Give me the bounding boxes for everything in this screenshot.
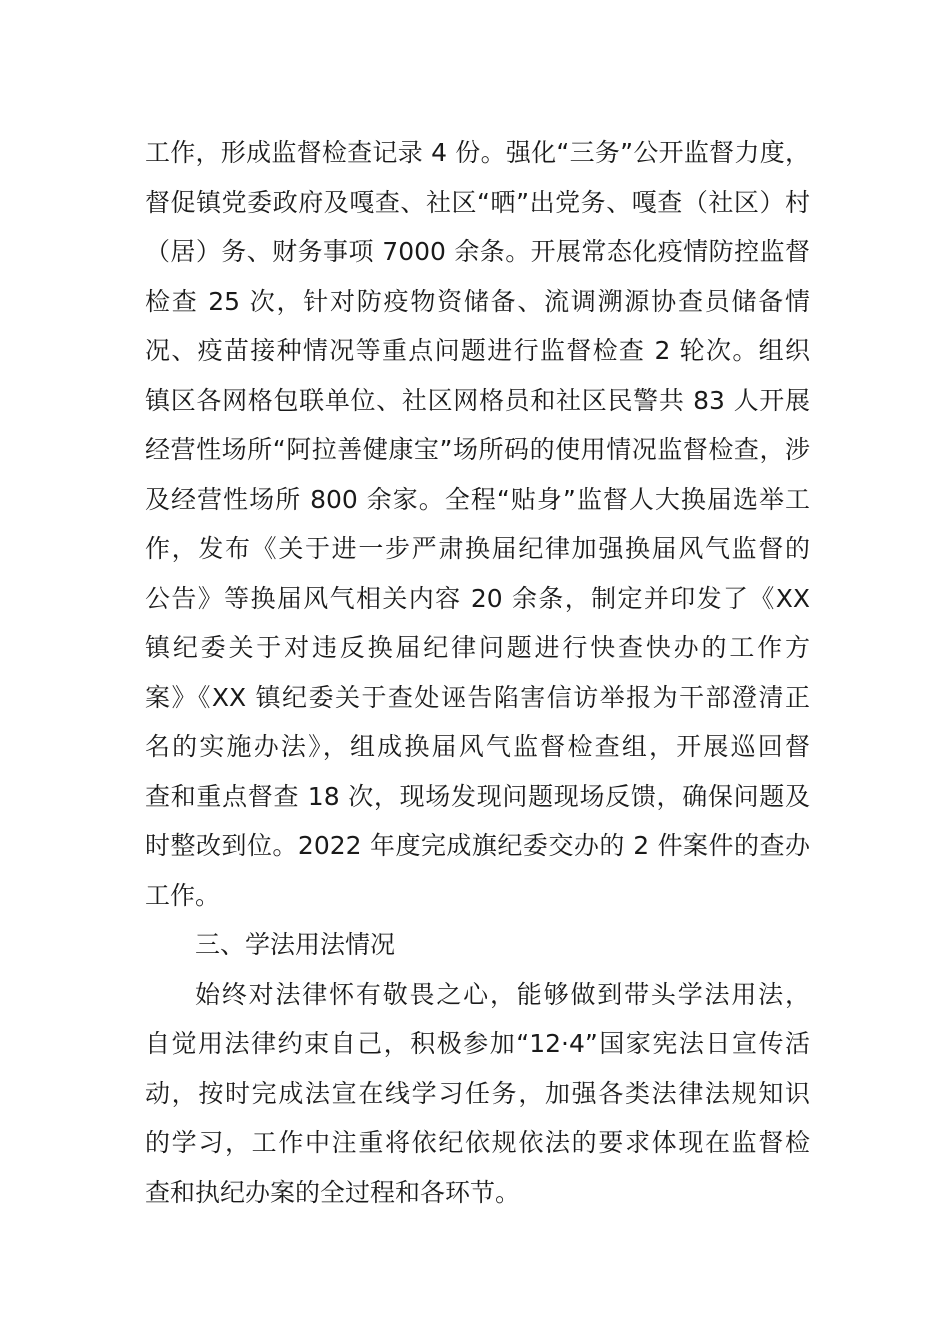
paragraph-line: 公告》等换届风气相关内容 20 余条，制定并印发了《XX xyxy=(145,583,810,613)
paragraph-line: 及经营性场所 800 余家。全程“贴身”监督人大换届选举工 xyxy=(145,484,810,514)
paragraph-line: 查和重点督查 18 次，现场发现问题现场反馈，确保问题及 xyxy=(145,781,810,811)
paragraph-line: 镇区各网格包联单位、社区网格员和社区民警共 83 人开展 xyxy=(145,385,810,415)
paragraph-line: 经营性场所“阿拉善健康宝”场所码的使用情况监督检查，涉 xyxy=(145,435,810,464)
document-body xyxy=(145,128,810,1217)
paragraph-line: 检查 25 次，针对防疫物资储备、流调溯源协查员储备情 xyxy=(145,286,810,316)
paragraph-line: 名的实施办法》，组成换届风气监督检查组，开展巡回督 xyxy=(145,732,810,761)
paragraph-line: 镇纪委关于对违反换届纪律问题进行快查快办的工作方 xyxy=(145,633,810,662)
paragraph-line: 工作。 xyxy=(145,880,221,910)
section-heading: 三、学法用法情况 xyxy=(195,930,396,959)
paragraph-line: 案》《XX 镇纪委关于查处诬告陷害信访举报为干部澄清正 xyxy=(145,682,810,712)
paragraph-line: （居）务、财务事项 7000 余条。开展常态化疫情防控监督 xyxy=(145,237,810,266)
paragraph-line: 况、疫苗接种情况等重点问题进行监督检查 2 轮次。组织 xyxy=(145,336,810,365)
paragraph-line: 督促镇党委政府及嘎查、社区“晒”出党务、嘎查（社区）村 xyxy=(145,187,810,217)
section-paragraph-line: 自觉用法律约束自己，积极参加“12·4”国家宪法日宣传活 xyxy=(145,1029,810,1058)
paragraph-line: 工作，形成监督检查记录 4 份。强化“三务”公开监督力度， xyxy=(145,138,810,167)
section-paragraph-line: 动，按时完成法宣在线学习任务，加强各类法律法规知识 xyxy=(145,1078,810,1108)
section-paragraph-line: 的学习，工作中注重将依纪依规依法的要求体现在监督检 xyxy=(145,1128,810,1157)
paragraph-line: 时整改到位。2022 年度完成旗纪委交办的 2 件案件的查办 xyxy=(145,831,810,860)
section-paragraph-line: 查和执纪办案的全过程和各环节。 xyxy=(145,1177,521,1207)
paragraph-line: 作，发布《关于进一步严肃换届纪律加强换届风气监督的 xyxy=(145,534,810,563)
section-paragraph-line: 始终对法律怀有敬畏之心，能够做到带头学法用法， xyxy=(195,979,810,1009)
